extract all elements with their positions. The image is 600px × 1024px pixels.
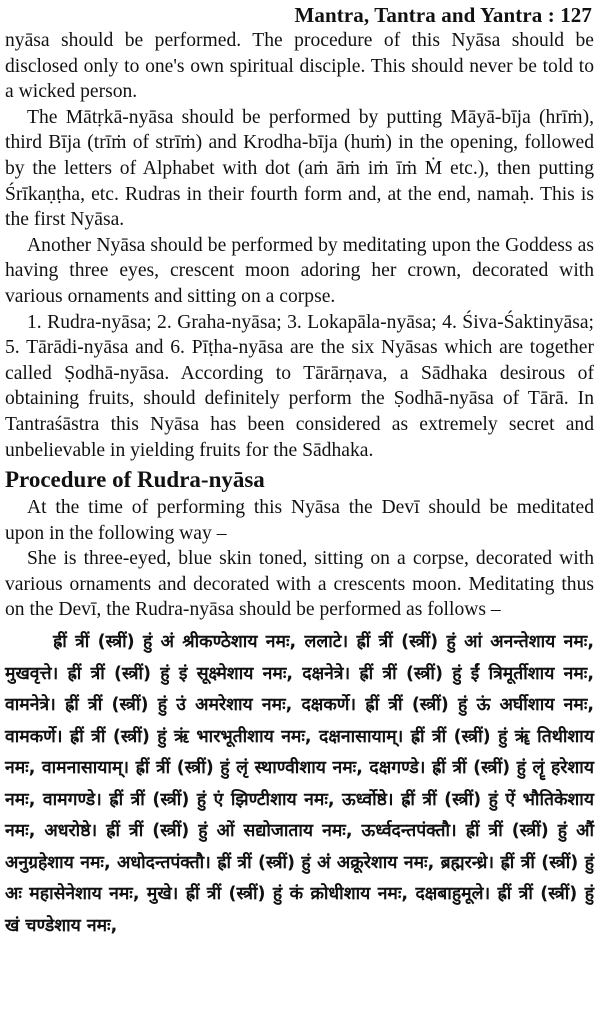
paragraph-continuation: nyāsa should be performed. The procedure of this Nyāsa should be disclosed only to one's own spiritual disciple. This should never be told to a wicked person. bbox=[5, 30, 594, 103]
sanskrit-mantra-block: ह्रीं त्रीं (स्त्रीं) हुं अं श्रीकण्ठेशाय नमः, ललाटे। ह्रीं त्रीं (स्त्रीं) हुं आं अनन्तेशाय नमः, मुखवृत्ते। ह्रीं त्रीं (स्त्रीं) हुं इं सूक्ष्मेशाय नमः, दक्षनेत्रे। ह्रीं त्रीं (स्त्रीं) हुं ईं त्रिमूर्तीशाय नमः, वामनेत्रे। ह्रीं त्रीं (स्त्रीं) हुं उं अमरेशाय नमः, दक्षकर्णे। ह्रीं त्रीं (स्त्रीं) हुं ऊं अर्घीशाय नमः, वामकर्णे। ह्रीं त्रीं (स्त्रीं) हुं ऋं भारभूतीशाय नमः, दक्षनासायाम्। ह्रीं त्रीं (स्त्रीं) हुं ॠं तिथीशाय नमः, वामनासायाम्। ह्रीं त्रीं (स्त्रीं) हुं लृं स्थाण्वीशाय नमः, दक्षगण्डे। ह्रीं त्रीं (स्त्रीं) हुं लॄं हरेशाय नमः, वामगण्डे। ह्रीं त्रीं (स्त्रीं) हुं एं झिण्टीशाय नमः, ऊर्ध्वोष्ठे। ह्रीं त्रीं (स्त्रीं) हुं ऐं भौतिकेशाय नमः, अधरोष्ठे। ह्रीं त्रीं (स्त्रीं) हुं ओं सद्योजाताय नमः, ऊर्ध्वदन्तपंक्तौ। ह्रीं त्रीं (स्त्रीं) हुं औं अनुग्रहेशाय नमः, अधोदन्तपंक्तौ। ह्रीं त्रीं (स्त्रीं) हुं अंं अक्रूरेशाय नमः, ब्रह्मरन्ध्रे। ह्रीं त्रीं (स्त्रीं) हुं अः महासेनेशाय नमः, मुखे। ह्रीं त्रीं (स्त्रीं) हुं कं क्रोधीशाय नमः, दक्षबाहुमूले। ह्रीं त्रीं (स्त्रीं) हुं खं चण्डेशाय नमः, bbox=[5, 632, 594, 936]
paragraph-meditation-intro: At the time of performing this Nyāsa the Devī should be meditated upon in the following way – bbox=[5, 497, 594, 544]
paragraph-matrka-nyasa: The Mātṛkā-nyāsa should be performed by putting Māyā-bīja (hrīṁ), third Bīja (trīṁ of strīṁ) and Krodha-bīja (huṁ) in the opening, followed by the letters of Alphabet with dot (aṁ āṁ iṁ īṁ Ṁ etc.), then putting Śrīkaṇṭha, etc. Rudras in their fourth form and, at the end, namaḥ. This is the first Nyāsa. bbox=[5, 106, 594, 231]
paragraph-another-nyasa: Another Nyāsa should be performed by meditating upon the Goddess as having three eyes, crescent moon adoring her crown, decorated with various ornaments and sitting on a corpse. bbox=[5, 234, 594, 307]
paragraph-six-nyasas: 1. Rudra-nyāsa; 2. Graha-nyāsa; 3. Lokapāla-nyāsa; 4. Śiva-Śaktinyāsa; 5. Tārādi-nyāsa and 6. Pīṭha-nyāsa are the six Nyāsas which are together called Ṣodhā-nyāsa. According to Tārārṇava, a Sādhaka desirous of obtaining fruits, should definitely perform the Ṣodhā-nyāsa of Tārā. In Tantraśāstra this Nyāsa has been considered as extremely secret and unbelievable in yielding fruits for the Sādhaka. bbox=[5, 311, 594, 461]
running-head: Mantra, Tantra and Yantra : 127 bbox=[294, 3, 592, 27]
paragraph-devi-description: She is three-eyed, blue skin toned, sitting on a corpse, decorated with various ornaments and decorated with a crescents moon. Meditating thus on the Devī, the Rudra-nyāsa should be performed as follows – bbox=[5, 548, 594, 621]
section-heading: Procedure of Rudra-nyāsa bbox=[5, 467, 265, 493]
